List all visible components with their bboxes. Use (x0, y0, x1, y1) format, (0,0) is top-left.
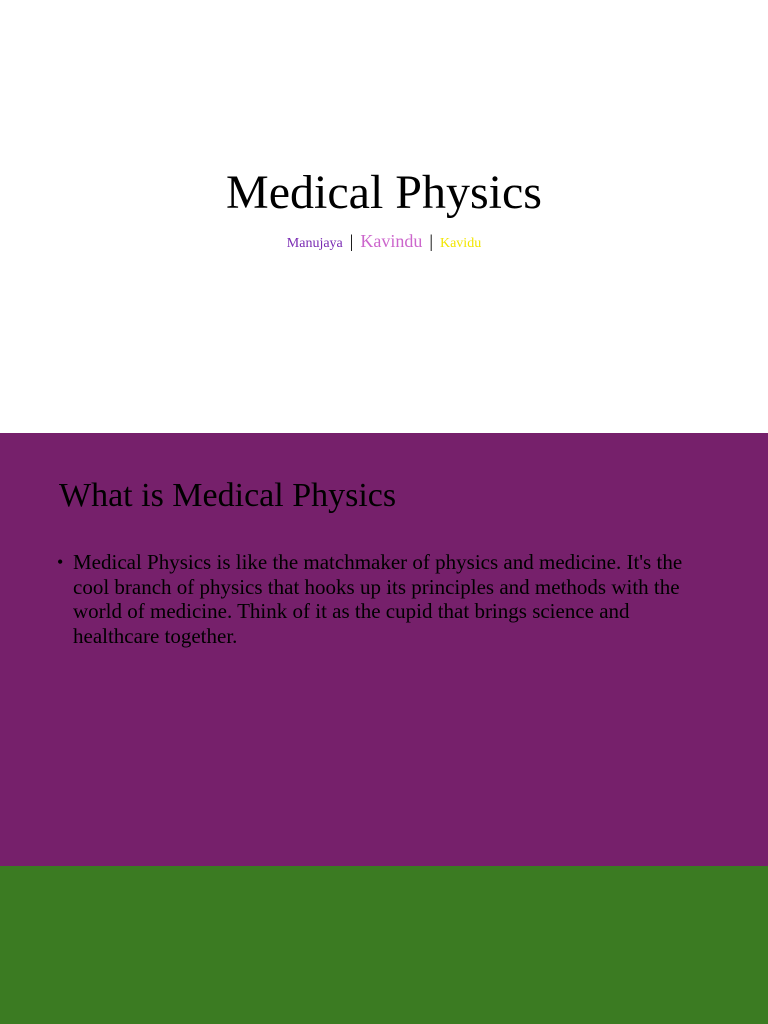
author-separator: | (349, 231, 354, 251)
presentation-title: Medical Physics (226, 166, 542, 219)
bullet-item (57, 550, 717, 648)
bullet-icon: • (57, 552, 64, 572)
authors-line (0, 229, 768, 256)
author-separator: | (429, 231, 433, 251)
bullet-text: Medical Physics is like the matchmaker of physics and medicine. It's the cool branch of physics that hooks up its principles and methods with the world of medicine. Think of it as the cupid that brings science and healthcare together. (73, 550, 683, 648)
author-name: Kavindu (360, 231, 423, 251)
author-name: Kavidu (439, 236, 482, 251)
slide-heading: What is Medical Physics (59, 477, 397, 514)
title-slide (0, 0, 768, 433)
bullet-list (57, 550, 717, 648)
author-name: Manujaya (286, 236, 343, 251)
next-slide-preview (0, 866, 768, 1024)
